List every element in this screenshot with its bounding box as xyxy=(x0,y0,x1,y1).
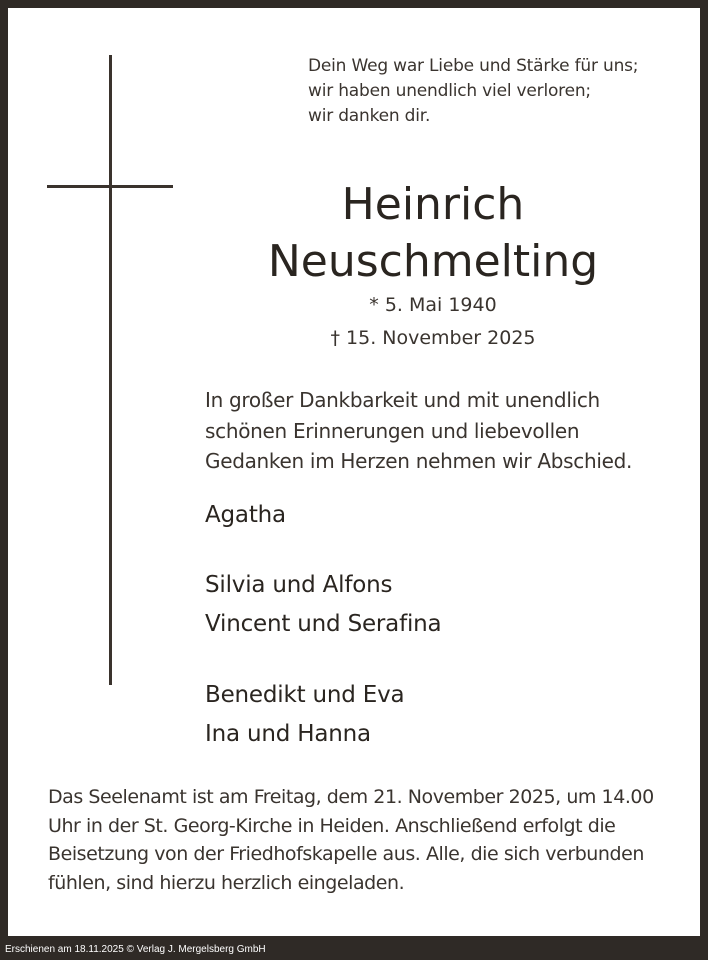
farewell-text xyxy=(205,385,632,477)
service-line: Uhr in der St. Georg-Kirche in Heiden. Anschließend erfolgt die xyxy=(48,814,616,837)
motto xyxy=(308,54,638,129)
death-date: † 15. November 2025 xyxy=(330,327,536,349)
obituary-card xyxy=(8,8,700,936)
mourner-name: Ina und Hanna xyxy=(205,721,371,747)
deceased-first-name: Heinrich xyxy=(341,179,525,230)
farewell-line: Gedanken im Herzen nehmen wir Abschied. xyxy=(205,449,633,473)
mourner-grandchildren xyxy=(205,676,404,754)
farewell-line: In großer Dankbarkeit und mit unendlich xyxy=(205,388,600,412)
service-line: Beisetzung von der Friedhofskapelle aus. Alle, die sich verbunden xyxy=(48,843,644,865)
motto-line: wir danken dir. xyxy=(308,106,431,126)
mourner-spouse: Agatha xyxy=(205,502,286,528)
service-line: Das Seelenamt ist am Freitag, dem 21. November 2025, um 14.00 xyxy=(48,786,654,808)
publication-footer: Erschienen am 18.11.2025 © Verlag J. Mergelsberg GmbH xyxy=(5,944,266,955)
birth-date: * 5. Mai 1940 xyxy=(369,294,497,316)
motto-line: Dein Weg war Liebe und Stärke für uns; xyxy=(308,56,639,76)
motto-line: wir haben unendlich viel verloren; xyxy=(308,81,591,101)
farewell-line: schönen Erinnerungen und liebevollen xyxy=(205,418,580,443)
service-line: fühlen, sind hierzu herzlich eingeladen. xyxy=(48,871,405,894)
service-announcement xyxy=(48,783,668,897)
cross-icon-vertical-bar xyxy=(109,55,112,685)
deceased-last-name: Neuschmelting xyxy=(267,236,599,287)
mourner-name: Benedikt und Eva xyxy=(205,682,405,708)
mourner-children xyxy=(205,566,441,644)
mourner-name: Silvia und Alfons xyxy=(205,572,393,598)
mourner-name: Vincent und Serafina xyxy=(205,611,442,637)
